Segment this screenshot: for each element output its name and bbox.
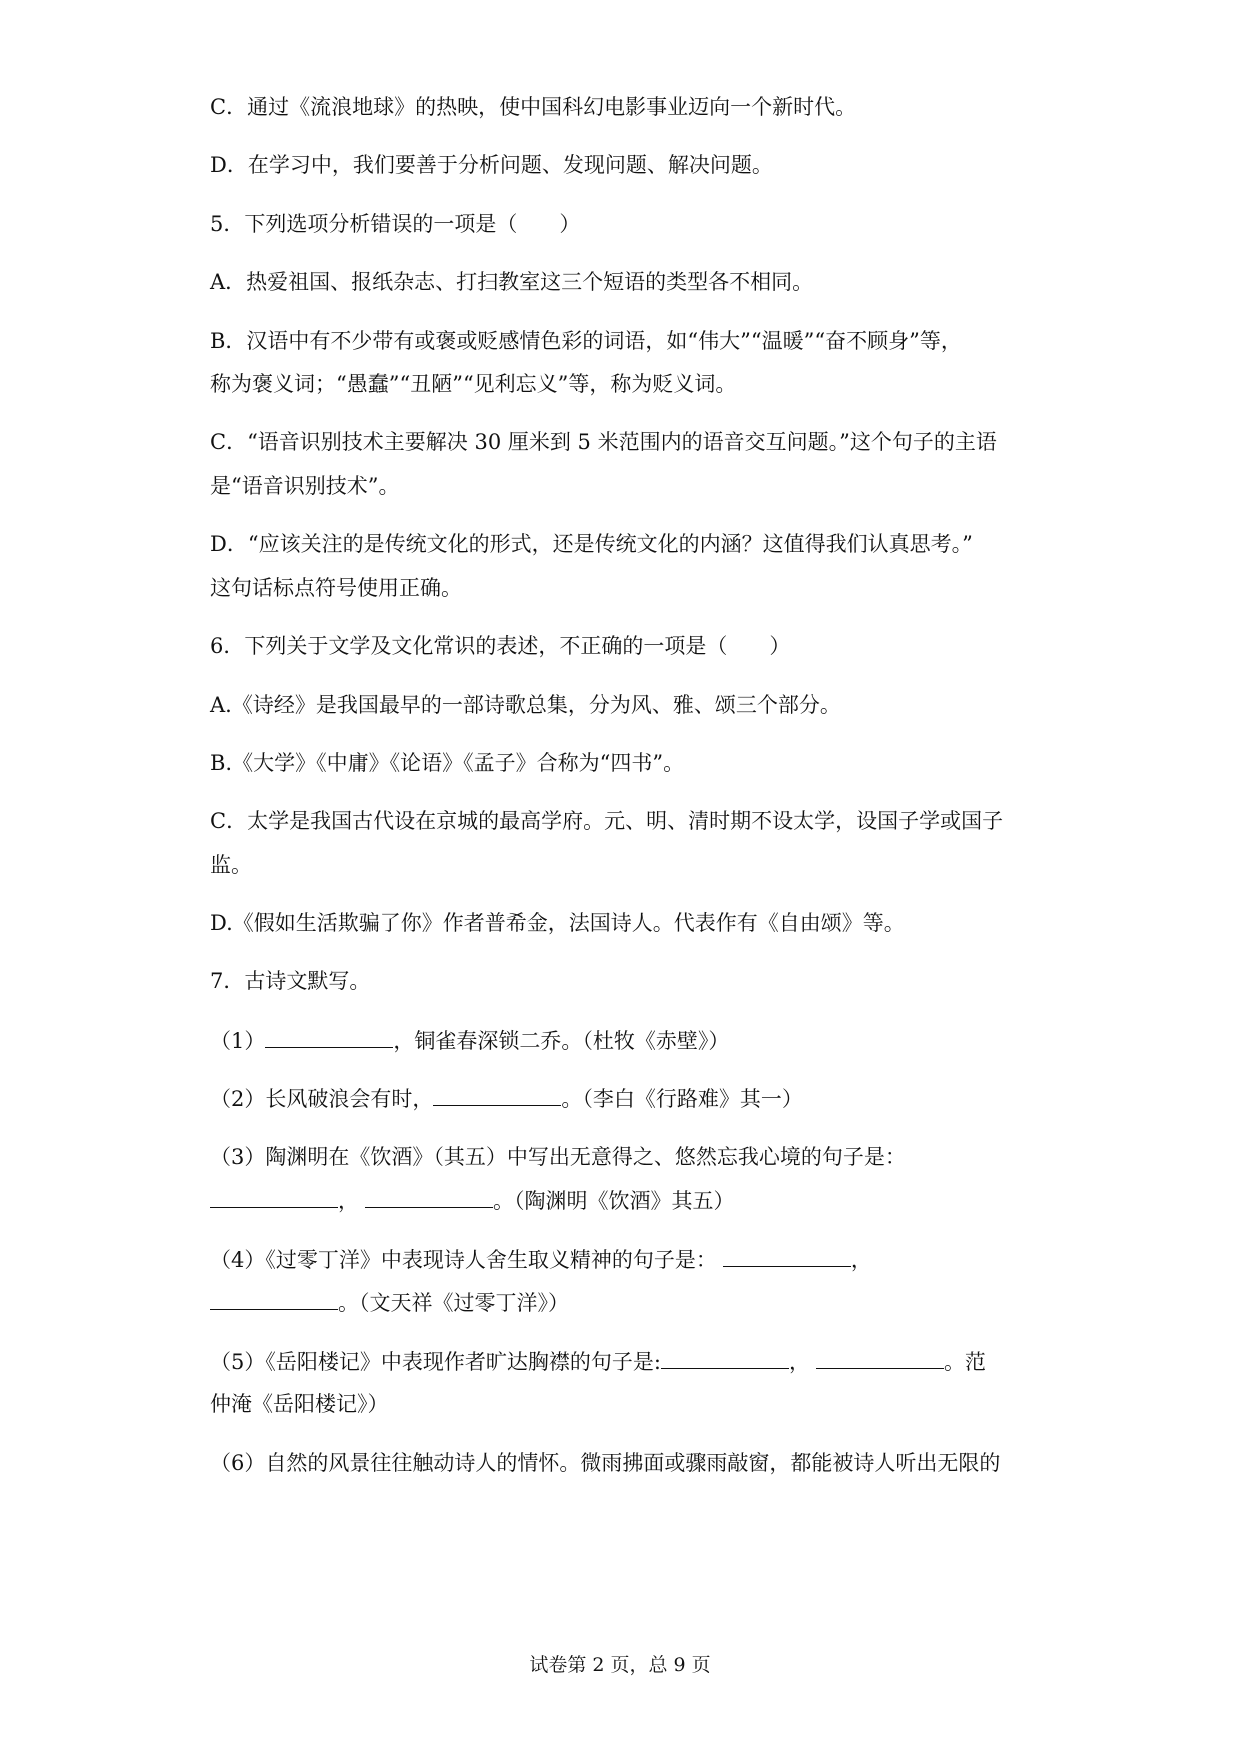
q6-option-c-line2: 监。 [210,853,252,877]
q6-stem: 6．下列关于文学及文化常识的表述，不正确的一项是（ ） [210,634,791,658]
answer-blank[interactable] [210,1185,338,1208]
q7-item-5-comma: ， [788,1350,810,1374]
q5-option-a: A．热爱祖国、报纸杂志、打扫教室这三个短语的类型各不相同。 [210,270,814,294]
q7-item-1 [210,1025,729,1055]
q7-item-4-suffix: 。（文天祥《过零丁洋》） [338,1291,569,1315]
q7-item-5-suffix: 。范 [943,1350,986,1374]
answer-blank[interactable] [723,1244,851,1267]
q7-item-4-line2 [210,1287,569,1317]
q5-option-c-line1: C．“语音识别技术主要解决 30 厘米到 5 米范围内的语音交互问题。”这个句子的主语 [210,430,997,454]
q4-option-c: C．通过《流浪地球》的热映，使中国科幻电影事业迈向一个新时代。 [210,95,857,119]
q7-item-5-line2: 仲淹《岳阳楼记》） [210,1392,389,1416]
q5-option-b-line1: B．汉语中有不少带有或褒或贬感情色彩的词语，如“伟大”“温暖”“奋不顾身”等， [210,329,962,353]
q7-item-3-line1: （3）陶渊明在《饮酒》（其五）中写出无意得之、悠然忘我心境的句子是： [210,1145,906,1169]
q5-stem: 5．下列选项分析错误的一项是（ ） [210,212,581,236]
q5-option-b-line2: 称为褒义词；“愚蠢”“丑陋”“见利忘义”等，称为贬义词。 [210,372,737,396]
answer-blank[interactable] [433,1083,561,1106]
q7-item-1-suffix: ，铜雀春深锁二乔。（杜牧《赤壁》） [393,1029,730,1053]
q7-item-4-line1 [210,1244,872,1274]
q4-option-d: D．在学习中，我们要善于分析问题、发现问题、解决问题。 [210,153,773,177]
answer-blank[interactable] [816,1346,944,1369]
answer-blank[interactable] [661,1346,789,1369]
q7-item-3-comma: ， [338,1189,359,1213]
q7-item-4-prefix: （4）《过零丁洋》中表现诗人舍生取义精神的句子是： [210,1248,717,1272]
answer-blank[interactable] [265,1025,393,1048]
q7-item-3-line2 [210,1185,735,1215]
q6-option-a: A.《诗经》是我国最早的一部诗歌总集，分为风、雅、颂三个部分。 [210,693,841,717]
q6-option-b: B.《大学》《中庸》《论语》《孟子》合称为“四书”。 [210,751,685,775]
q7-item-1-prefix: （1） [210,1029,266,1053]
q5-option-c-line2: 是“语音识别技术”。 [210,474,400,498]
answer-blank[interactable] [365,1185,493,1208]
q5-option-d-line1: D．“应该关注的是传统文化的形式，还是传统文化的内涵？这值得我们认真思考。” [210,532,973,556]
q7-item-2-suffix: 。（李白《行路难》其一） [561,1087,803,1111]
q5-option-d-line2: 这句话标点符号使用正确。 [210,576,462,600]
q7-item-5-prefix: （5）《岳阳楼记》中表现作者旷达胸襟的句子是: [210,1350,661,1374]
q6-option-d: D.《假如生活欺骗了你》作者普希金，法国诗人。代表作有《自由颂》等。 [210,911,905,935]
q7-item-6-line1: （6）自然的风景往往触动诗人的情怀。微雨拂面或骤雨敲窗，都能被诗人听出无限的 [210,1451,1001,1475]
q7-item-2 [210,1083,803,1113]
answer-blank[interactable] [210,1287,338,1310]
q7-stem: 7．古诗文默写。 [210,969,371,993]
page-footer: 试卷第 2 页，总 9 页 [529,1654,711,1676]
q7-item-2-prefix: （2）长风破浪会有时， [210,1087,434,1111]
q7-item-5-line1 [210,1346,986,1376]
q7-item-4-comma: ， [850,1248,872,1272]
q7-item-3-suffix: 。（陶渊明《饮酒》其五） [493,1189,735,1213]
q6-option-c-line1: C．太学是我国古代设在京城的最高学府。元、明、清时期不设太学，设国子学或国子 [210,809,1004,833]
